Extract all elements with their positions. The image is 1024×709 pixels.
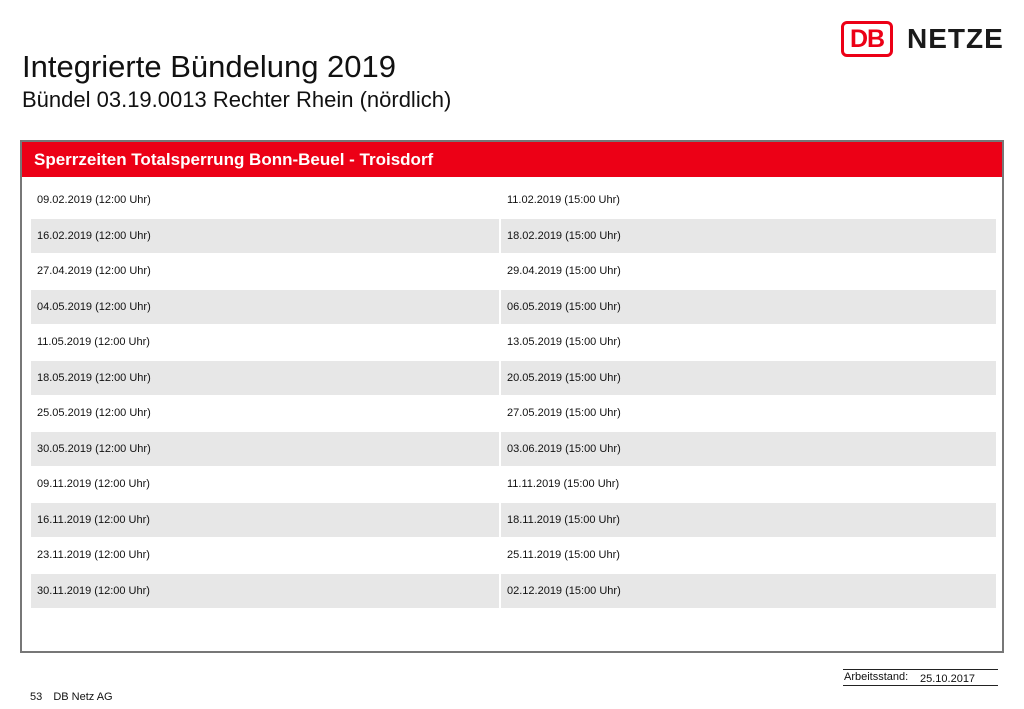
end-cell: 13.05.2019 (15:00 Uhr) — [501, 325, 996, 361]
table-row — [31, 183, 996, 219]
db-netze-logo — [841, 19, 1004, 59]
start-cell: 25.05.2019 (12:00 Uhr) — [31, 396, 501, 432]
start-cell: 30.05.2019 (12:00 Uhr) — [31, 432, 501, 468]
start-cell: 18.05.2019 (12:00 Uhr) — [31, 361, 501, 397]
db-logo-icon: DB — [841, 21, 893, 57]
status-bottom-rule — [843, 685, 998, 686]
end-cell: 25.11.2019 (15:00 Uhr) — [501, 538, 996, 574]
table-row — [31, 396, 996, 432]
footer — [30, 691, 121, 703]
end-cell: 29.04.2019 (15:00 Uhr) — [501, 254, 996, 290]
table-row — [31, 503, 996, 539]
table-row — [31, 219, 996, 255]
status-top-rule — [843, 669, 998, 670]
table-row — [31, 538, 996, 574]
table-row — [31, 325, 996, 361]
panel-heading: Sperrzeiten Totalsperrung Bonn-Beuel - Troisdorf — [22, 142, 1002, 177]
start-cell: 16.02.2019 (12:00 Uhr) — [31, 219, 501, 255]
start-cell: 11.05.2019 (12:00 Uhr) — [31, 325, 501, 361]
start-cell: 27.04.2019 (12:00 Uhr) — [31, 254, 501, 290]
start-cell: 04.05.2019 (12:00 Uhr) — [31, 290, 501, 326]
end-cell: 06.05.2019 (15:00 Uhr) — [501, 290, 996, 326]
page-subtitle: Bündel 03.19.0013 Rechter Rhein (nördlich) — [22, 87, 452, 112]
table-row — [31, 290, 996, 326]
end-cell: 11.02.2019 (15:00 Uhr) — [501, 183, 996, 219]
end-cell: 20.05.2019 (15:00 Uhr) — [501, 361, 996, 397]
table-row — [31, 467, 996, 503]
end-cell: 18.11.2019 (15:00 Uhr) — [501, 503, 996, 539]
closure-times-panel — [20, 140, 1004, 653]
start-cell: 23.11.2019 (12:00 Uhr) — [31, 538, 501, 574]
start-cell: 30.11.2019 (12:00 Uhr) — [31, 574, 501, 610]
end-cell: 18.02.2019 (15:00 Uhr) — [501, 219, 996, 255]
netze-wordmark: NETZE — [907, 23, 1004, 54]
company-name: DB Netz AG — [53, 691, 113, 703]
start-cell: 09.02.2019 (12:00 Uhr) — [31, 183, 501, 219]
table-row — [31, 254, 996, 290]
end-cell: 27.05.2019 (15:00 Uhr) — [501, 396, 996, 432]
start-cell: 16.11.2019 (12:00 Uhr) — [31, 503, 501, 539]
start-cell: 09.11.2019 (12:00 Uhr) — [31, 467, 501, 503]
table-row — [31, 361, 996, 397]
end-cell: 11.11.2019 (15:00 Uhr) — [501, 467, 996, 503]
closure-times-table — [31, 183, 996, 609]
end-cell: 02.12.2019 (15:00 Uhr) — [501, 574, 996, 610]
table-row — [31, 432, 996, 468]
end-cell: 03.06.2019 (15:00 Uhr) — [501, 432, 996, 468]
status-label: Arbeitsstand: — [844, 671, 909, 683]
table-row — [31, 574, 996, 610]
page-title: Integrierte Bündelung 2019 — [22, 49, 397, 84]
status-date: 25.10.2017 — [920, 673, 976, 685]
page-number: 53 — [30, 691, 43, 703]
